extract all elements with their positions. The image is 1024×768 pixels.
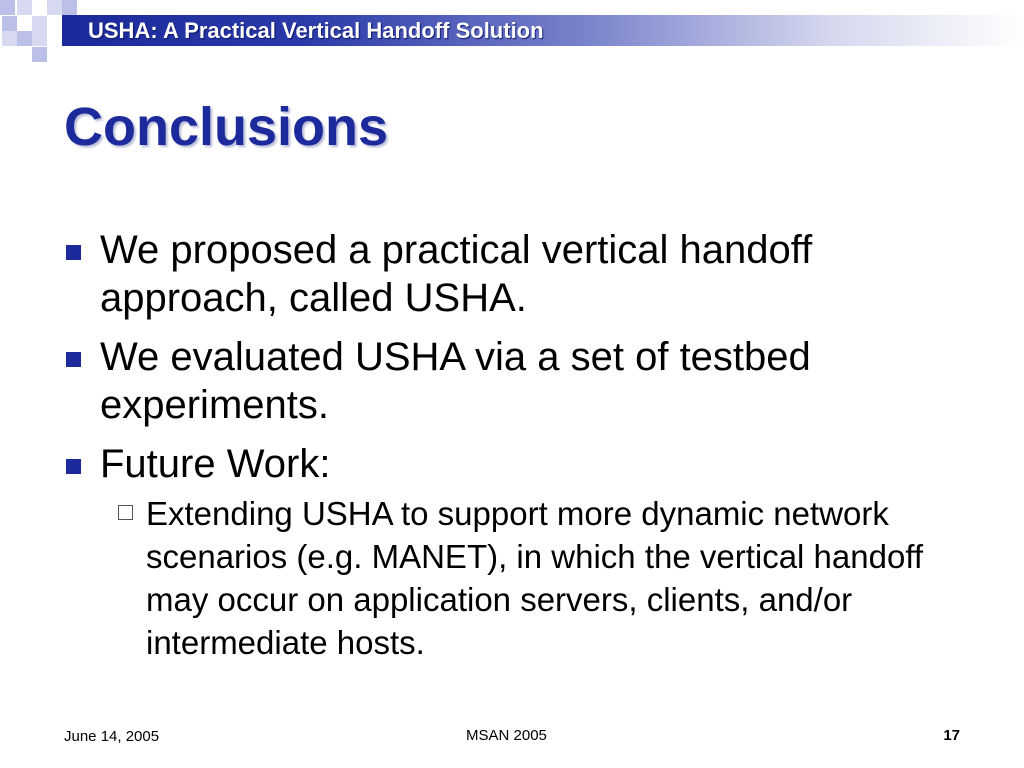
bullet-item [64, 226, 964, 322]
page-number: 17 [943, 727, 960, 744]
decorative-square [17, 0, 32, 15]
decorative-square [2, 16, 17, 31]
decorative-square [0, 0, 15, 15]
footer-date: June 14, 2005 [64, 728, 160, 745]
footer-conference: MSAN 2005 [466, 727, 547, 744]
decorative-square [32, 31, 47, 46]
bullet-text: Future Work: [100, 442, 331, 486]
header-title: USHA: A Practical Vertical Handoff Solution [88, 18, 544, 43]
slide-title: Conclusions [64, 97, 389, 157]
decorative-square [32, 47, 47, 62]
bullet-list [64, 226, 964, 664]
decorative-square [47, 0, 62, 15]
bullet-text: We proposed a practical vertical handoff approach, called USHA. [100, 228, 813, 320]
decorative-square [32, 16, 47, 31]
bullet-text: We evaluated USHA via a set of testbed experiments. [100, 335, 811, 427]
square-bullet-icon [66, 352, 81, 367]
bullet-item [64, 333, 964, 429]
decorative-square [62, 0, 77, 15]
sub-bullet-item [110, 492, 946, 664]
decorative-square [17, 31, 32, 46]
sub-bullet-text: Extending USHA to support more dynamic network scenarios (e.g. MANET), in which the vertical handoff may occur on application servers, clients, and/or intermediate hosts. [146, 495, 924, 661]
bullet-item [64, 440, 964, 488]
square-bullet-icon [66, 245, 81, 260]
square-bullet-icon [66, 459, 81, 474]
decorative-square [2, 31, 17, 46]
hollow-square-bullet-icon [118, 505, 133, 520]
